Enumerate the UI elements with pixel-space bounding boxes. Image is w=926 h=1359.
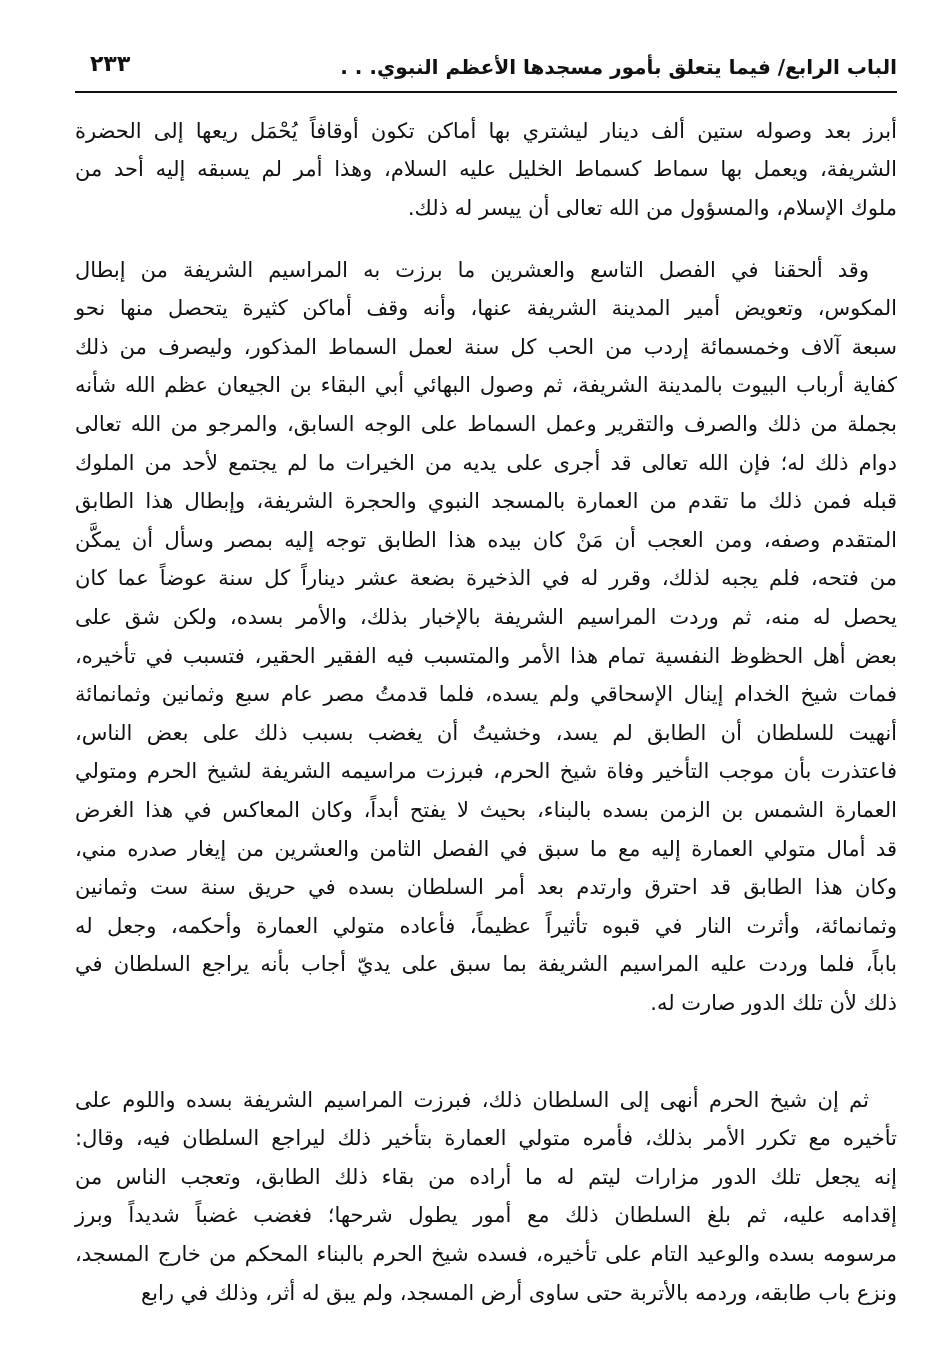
text-line: قبله فمن ذلك ما تقدم من العمارة بالمسجد النبوي والحجرة الشريفة، وإبطال هذا الطابق	[75, 489, 897, 514]
text-line: وكان هذا الطابق قد احترق وارتدم بعد أمر السلطان بسده في حريق سنة ست وثمانين	[75, 875, 897, 900]
text-line: إقدامه عليه، ثم بلغ السلطان ذلك مع أمور يطول شرحها؛ فغضب غضباً شديداً وبرز	[75, 1203, 897, 1228]
text-line: كفاية أرباب البيوت بالمدينة الشريفة، ثم وصول البهائي أبي البقاء بن الجيعان عظم الله شأنه	[75, 373, 897, 398]
text-line: قد أمال متولي العمارة إليه مع ما سبق في الفصل الثامن والعشرين من إيغار صدره مني،	[75, 836, 897, 861]
text-line: سبعة آلاف وخمسمائة إردب من الحب كل سنة لعمل السماط المذكور، وليصرف من ذلك	[75, 334, 897, 359]
text-line: أبرز بعد وصوله ستين ألف دينار ليشتري بها أماكن تكون أوقافاً يُحْمَل ريعها إلى الحضرة	[75, 118, 897, 143]
text-line: فاعتذرت بأن موجب التأخير وفاة شيخ الحرم، فبرزت مراسيمه الشريفة لشيخ الحرم ومتولي	[75, 759, 897, 784]
text-line: بجملة من ذلك والصرف والتقرير وعمل السماط على الوجه السابق، والمرجو من الله تعالى	[75, 411, 897, 436]
text-line: يحصل له منه، ثم وردت المراسيم الشريفة بالإخبار بذلك، والأمر بسده، ولكن شق على	[75, 604, 897, 629]
text-line: بعض أهل الحظوظ النفسية تمام هذا الأمر والمتسبب فيه الفقير الحقير، فتسبب في تأخيره،	[75, 643, 897, 668]
text-line: ونزع باب طابقه، وردمه بالأتربة حتى ساوى أرض المسجد، ولم يبق له أثر، وذلك في رابع	[140, 1280, 897, 1305]
text-line: تأخيره مع تكرر الأمر بذلك، فأمره متولي العمارة بتأخير ذلك ليراجع السلطان فيه، وقال:	[75, 1126, 897, 1151]
text-line: المتقدم وصفه، ومن العجب أن مَنْ كان بيده هذا الطابق توجه إليه بمصر وسأل أن يمكَّن	[75, 527, 897, 552]
header-divider	[75, 91, 897, 93]
text-line: إنه يجعل تلك الدور مزارات ليتم له ما أراده من بقاء ذلك الطابق، وتعجب الناس من	[75, 1164, 897, 1189]
text-line: من فتحه، فلم يجبه لذلك، وقرر له في الذخيرة بضعة عشر ديناراً كل سنة عوضاً عما كان	[75, 566, 897, 591]
text-line: الشريفة، ويعمل بها سماط كسماط الخليل عليه السلام، وهذا أمر لم يسبقه إليه أحد من	[75, 157, 897, 182]
text-line: وقد ألحقنا في الفصل التاسع والعشرين ما برزت به المراسيم الشريفة من إبطال	[75, 257, 869, 282]
text-line: ذلك لأن تلك الدور صارت له.	[650, 990, 897, 1015]
text-line: وثمانمائة، وأثرت النار في قبوه تأثيراً عظيماً، فأعاده متولي العمارة وأحكمه، وجعل له	[75, 913, 897, 938]
text-line: ملوك الإسلام، والمسؤول من الله تعالى أن ييسر له ذلك.	[407, 195, 897, 220]
text-line: دوام ذلك له؛ فإن الله تعالى قد أجرى على يديه من الخيرات ما لم يجتمع لأحد من الملوك	[75, 450, 897, 475]
text-line: أنهيت للسلطان أن الطابق لم يسد، وخشيتُ أن يغضب بسبب ذلك على بعض الناس،	[75, 720, 897, 745]
text-line: فمات شيخ الخدام إينال الإسحاقي ولم يسده، فلما قدمتُ مصر عام سبع وثمانين وثمانمائة	[75, 682, 897, 707]
text-line: مرسومه بسده والوعيد التام على تأخيره، فسده شيخ الحرم بالبناء المحكم من خارج المسجد،	[75, 1241, 897, 1266]
page-number: ٢٣٣	[90, 52, 131, 77]
chapter-title: الباب الرابع/ فيما يتعلق بأمور مسجدها الأعظم النبوي. . .	[340, 55, 897, 79]
text-line: ثم إن شيخ الحرم أنهى إلى السلطان ذلك، فبرزت المراسيم الشريفة بسده واللوم على	[75, 1087, 869, 1112]
text-line: باباً، فلما وردت عليه المراسيم الشريفة بما سبق على يديّ أجاب بأنه يراجع السلطان في	[75, 952, 897, 977]
text-line: العمارة الشمس بن الزمن بسده بالبناء، بحيث لا يفتح أبداً، وكان المعاكس في هذا الغرض	[75, 797, 897, 822]
text-line: المكوس، وتعويض أمير المدينة الشريفة عنها، وأنه وقف أماكن كثيرة يتحصل منها نحو	[75, 296, 897, 321]
